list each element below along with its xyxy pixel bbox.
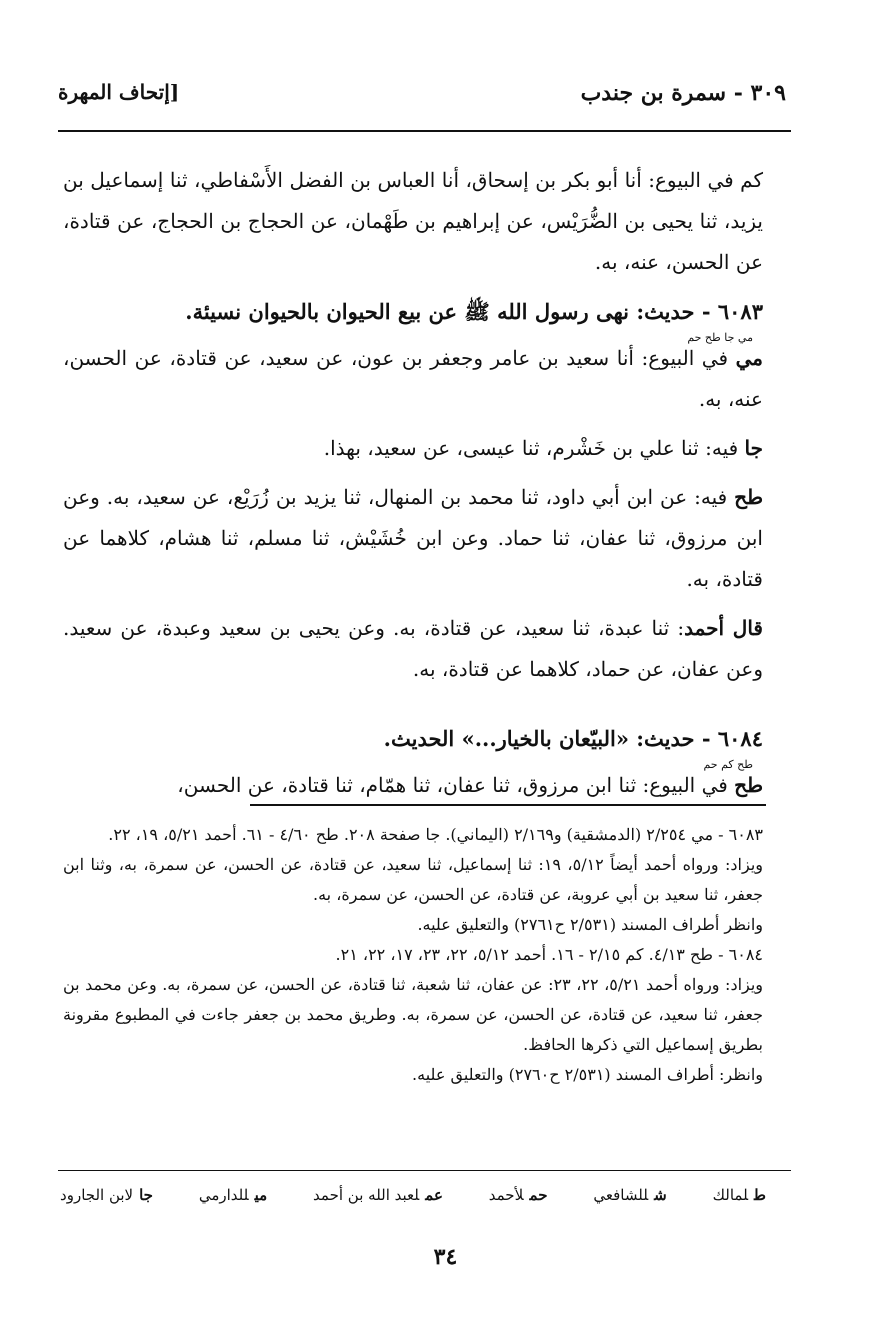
hadith-6084-heading: ٦٠٨٤ - حديث: «البيّعان بالخيار...» الحديث. xyxy=(383,726,763,751)
footnote-6083-additions: ويزاد: ورواه أحمد أيضاً ٥/١٢، ١٩: ثنا إسماعيل، ثنا سعيد، عن قتادة، عن الحسن، عن سمرة، به، وثنا ابن جعفر، ثنا سعيد بن أبي عروبة، عن قتادة، عن الحسن، عن سمرة، به. xyxy=(63,855,764,904)
legend-rule xyxy=(58,1170,791,1171)
legend-item xyxy=(593,1186,666,1204)
legend-text: لمالك xyxy=(712,1186,749,1204)
legend-item xyxy=(489,1186,548,1204)
footnote-6084-additions: ويزاد: ورواه أحمد ٥/٢١، ٢٢، ٢٣: عن عفان، ثنا شعبة، ثنا قتادة، عن الحسن، عن سمرة، به. وعن محمد بن جعفر، ثنا سعيد، عن قتادة، عن الحسن، عن سمرة، به. وطريق محمد بن جعفر جاءت في المطبوع مقرونة بطريق إسماعيل التي ذكرها الحافظ. xyxy=(63,975,764,1054)
legend-symbol: جا xyxy=(139,1186,153,1204)
paragraph-text: في البيوع: ثنا ابن مرزوق، ثنا عفان، ثنا همّام، ثنا قتادة، عن الحسن، xyxy=(177,773,728,797)
legend-text: لابن الجارود xyxy=(60,1186,134,1204)
paragraph-kam: كم في البيوع: أنا أبو بكر بن إسحاق، أنا العباس بن الفضل الأَسْفاطي، ثنا إسماعيل بن يزيد، ثنا يحيى بن الضُّرَيْس، عن إبراهيم بن طَهْمان، عن الحجاج بن الحجاج، عن قتادة، عن الحسن، عنه، به. xyxy=(63,168,763,274)
paragraph-text: فيه: عن ابن أبي داود، ثنا محمد بن المنهال، ثنا يزيد بن زُرَيْع، عن سعيد، به. وعن ابن مرزوق، ثنا عفان، ثنا حماد. وعن ابن خُشَيْش، ثنا مسلم، ثنا هشام، كلاهما عن قتادة، به. xyxy=(63,485,763,591)
main-text xyxy=(63,160,763,814)
paragraph-text: : ثنا عبدة، ثنا سعيد، عن قتادة، به. وعن يحيى بن سعيد وعبدة، عن سعيد. وعن عفان، عن حماد، كلاهما عن قتادة، به. xyxy=(63,616,763,681)
section-gap xyxy=(63,698,763,718)
legend-text: لأحمد xyxy=(488,1186,524,1204)
legend-text: للدارمي xyxy=(198,1186,249,1204)
header-rule xyxy=(58,130,791,132)
legend-symbol: ش xyxy=(654,1186,667,1204)
paragraph-ja xyxy=(63,428,763,469)
legend-item xyxy=(60,1186,153,1204)
hadith-6083-sigla: مي جا طح حم xyxy=(687,331,753,344)
paragraph-ahmad xyxy=(63,608,763,690)
footnote-6084-refs: ٦٠٨٤ - طح ٤/١٣. كم ٢/١٥ - ١٦. أحمد ٥/١٢، ٢٢، ٢٣، ١٧، ٢٢، ٢١. xyxy=(335,945,763,964)
legend-symbol: ط xyxy=(754,1186,766,1204)
source-symbol: قال أحمد xyxy=(684,616,763,640)
paragraph-text: فيه: ثنا علي بن خَشْرم، ثنا عيسى، عن سعيد، بهذا. xyxy=(323,436,739,460)
footnote-6083-see-also: وانظر أطراف المسند (٢/٥٣١ ح٢٧٦١) والتعليق عليه. xyxy=(417,915,763,934)
paragraph-tah-2 xyxy=(63,765,763,806)
hadith-6084-sigla: طح كم حم xyxy=(703,758,753,771)
source-symbol: جا xyxy=(744,436,763,460)
legend-item xyxy=(313,1186,443,1204)
legend-symbol: عم xyxy=(425,1186,443,1204)
running-header-chapter: ٣٠٩ - سمرة بن جندب xyxy=(580,80,786,106)
source-symbol: طح xyxy=(734,773,763,797)
legend-text: للشافعي xyxy=(593,1186,649,1204)
source-symbol: مي xyxy=(735,346,763,370)
legend-item xyxy=(713,1186,766,1204)
source-symbol: طح xyxy=(734,485,763,509)
footnote-6083-refs: ٦٠٨٣ - مي ٢/٢٥٤ (الدمشقية) و٢/١٦٩ (اليماني). جا صفحة ٢٠٨. طح ٤/٦٠ - ٦١. أحمد ٥/٢١، ١٩، ٢٢. xyxy=(108,825,763,844)
footnote-rule xyxy=(250,804,766,806)
hadith-6083-heading: ٦٠٨٣ - حديث: نهى رسول الله ﷺ عن بيع الحيوان بالحيوان نسيئة. xyxy=(185,299,763,324)
abbreviation-legend xyxy=(60,1186,766,1204)
running-header-book: [إتحاف المهرة xyxy=(58,80,180,104)
page-number: ٣٤ xyxy=(433,1244,458,1270)
footnote-6084-see-also: وانظر: أطراف المسند (٢/٥٣١ ح٢٧٦٠) والتعليق عليه. xyxy=(412,1065,763,1084)
legend-item xyxy=(199,1186,267,1204)
paragraph-text: في البيوع: أنا سعيد بن عامر وجعفر بن عون، عن سعيد، عن قتادة، عن الحسن، عنه، به. xyxy=(63,346,763,411)
paragraph-tah xyxy=(63,477,763,600)
legend-text: لعبد الله بن أحمد xyxy=(313,1186,420,1204)
legend-symbol: مي xyxy=(254,1186,268,1204)
footnotes xyxy=(63,820,763,1090)
paragraph-mi xyxy=(63,338,763,420)
legend-symbol: حم xyxy=(529,1186,548,1204)
